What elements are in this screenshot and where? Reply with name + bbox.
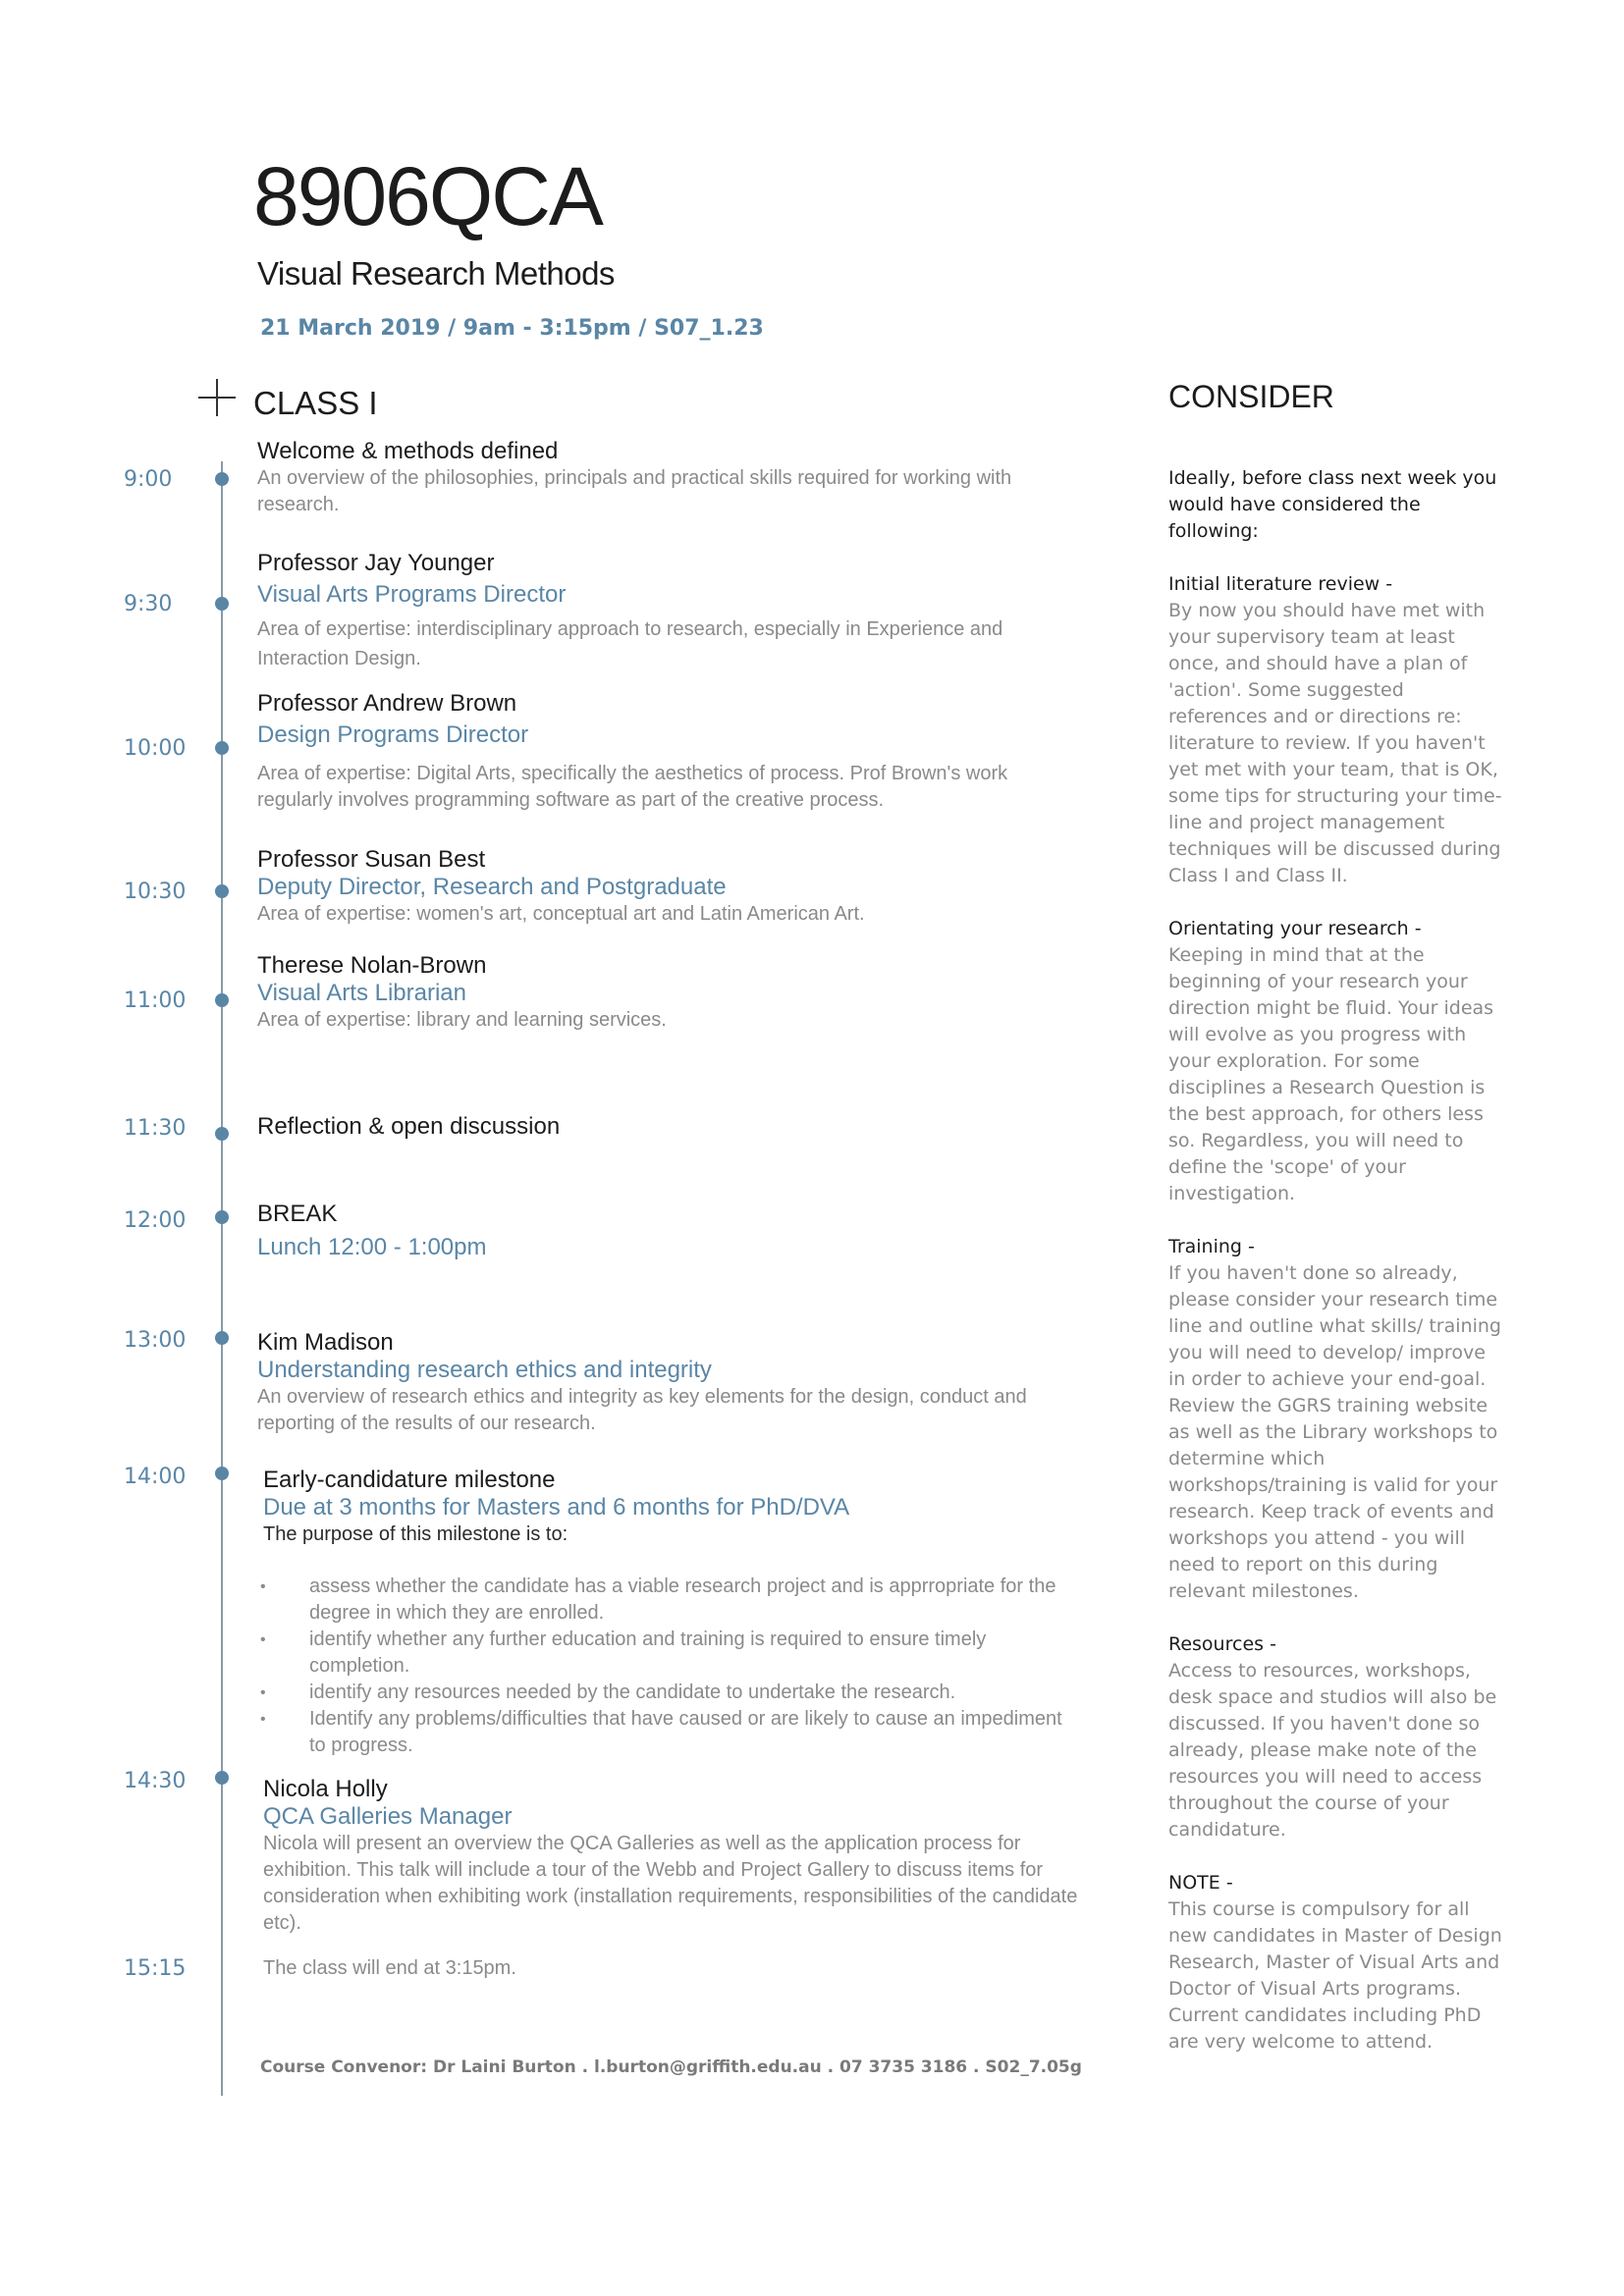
item-title: Nicola Holly (263, 1776, 388, 1802)
timeline-dot (215, 1467, 229, 1480)
schedule-item (257, 1329, 1082, 1437)
milestone-purpose-list (260, 1574, 1065, 1759)
item-description: An overview of the philosophies, principals and practical skills required for working with research. (257, 467, 1012, 515)
item-description: The purpose of this milestone is to: (263, 1523, 568, 1545)
item-role: Visual Arts Programs Director (257, 581, 567, 608)
item-title: Kim Madison (257, 1329, 394, 1356)
list-item: • assess whether the candidate has a viable research project and is apprropriate for the degree in which they are enrolled. (260, 1574, 1065, 1627)
section-body: Keeping in mind that at the beginning of your research your direction might be fluid. Your ideas will evolve as you progress with your exploration. For some disciplines a Research Question is the best approach, for others less so. Regardless, you will need to define the 'scope' of your investigation. (1168, 944, 1494, 1204)
course-code: 8906QCA (253, 150, 602, 242)
item-role: Due at 3 months for Masters and 6 months for PhD/DVA (263, 1494, 850, 1521)
item-title: BREAK (257, 1201, 338, 1227)
section-heading: Training - (1168, 1236, 1255, 1257)
item-description: The class will end at 3:15pm. (263, 1957, 516, 1979)
schedule-item (263, 1467, 1078, 1548)
class-date-time-room: 21 March 2019 / 9am - 3:15pm / S07_1.23 (260, 316, 764, 341)
section-heading: Initial literature review - (1168, 573, 1393, 595)
item-role: Understanding research ethics and integrity (257, 1357, 712, 1383)
item-title: Reflection & open discussion (257, 1113, 561, 1140)
time-label: 15:15 (124, 1956, 187, 1981)
schedule-item (257, 952, 1082, 1034)
time-label: 12:00 (124, 1208, 187, 1233)
time-label: 9:00 (124, 467, 173, 492)
timeline-dot (215, 1127, 229, 1141)
course-title: Visual Research Methods (257, 255, 615, 292)
item-description: Area of expertise: Digital Arts, specifically the aesthetics of process. Prof Brown's work regularly involves programming software as part of the creative process. (257, 763, 1008, 811)
item-description: Nicola will present an overview the QCA Galleries as well as the application process for exhibition. This talk will include a tour of the Webb and Project Gallery to discuss items for consideration when exhibiting work (installation requirements, responsibilities of the candidate etc). (263, 1833, 1078, 1934)
section-body: This course is compulsory for all new candidates in Master of Design Research, Master of Visual Arts and Doctor of Visual Arts programs. Current candidates including PhD are very welcome to attend. (1168, 1898, 1502, 2053)
consider-heading: CONSIDER (1168, 379, 1334, 414)
item-title: Early-candidature milestone (263, 1467, 556, 1493)
schedule-item (257, 1201, 1082, 1261)
timeline-dot (215, 993, 229, 1007)
timeline-dot (215, 472, 229, 486)
item-title: Welcome & methods defined (257, 438, 559, 464)
schedule-item (263, 1776, 1078, 1937)
section-heading: Orientating your research - (1168, 918, 1422, 939)
item-description: Area of expertise: women's art, conceptual art and Latin American Art. (257, 903, 865, 925)
schedule-item (257, 846, 1082, 928)
time-label: 13:00 (124, 1328, 187, 1353)
item-role: Lunch 12:00 - 1:00pm (257, 1234, 487, 1260)
item-description: Area of expertise: interdisciplinary approach to research, especially in Experience and Interaction Design. (257, 618, 1003, 669)
item-title: Professor Jay Younger (257, 550, 495, 576)
section-body: By now you should have met with your supervisory team at least once, and should have a plan of 'action'. Some suggested references and or directions re: literature to review. If you haven't yet met with your team, that is OK, some tips for structuring your time-line and project management techniques will be discussed during Class I and Class II. (1168, 600, 1502, 886)
section-body: If you haven't done so already, please consider your research time line and outline what skills/ training you will need to develop/ improve in order to achieve your end-goal. Review the GGRS training website as well as the Library workshops to determine which workshops/training is valid for your research. Keep track of events and workshops you attend - you will need to report on this during relevant milestones. (1168, 1262, 1501, 1602)
timeline-dot (215, 884, 229, 898)
list-item: • identify whether any further education and training is required to ensure timely completion. (260, 1627, 1065, 1680)
time-label: 11:30 (124, 1116, 187, 1141)
schedule-item (263, 1955, 1078, 1982)
item-role: Deputy Director, Research and Postgraduate (257, 874, 727, 900)
item-role: Design Programs Director (257, 721, 529, 748)
list-item: • identify any resources needed by the candidate to undertake the research. (260, 1680, 1065, 1706)
schedule-item (257, 550, 1082, 673)
timeline-dot (215, 597, 229, 611)
time-label: 14:30 (124, 1769, 187, 1793)
item-description: Area of expertise: library and learning services. (257, 1009, 667, 1031)
time-label: 14:00 (124, 1465, 187, 1489)
timeline-dot (215, 1331, 229, 1345)
consider-panel (1168, 465, 1502, 2056)
list-item: • Identify any problems/difficulties that have caused or are likely to cause an impediment to progress. (260, 1706, 1065, 1759)
item-title: Professor Andrew Brown (257, 690, 517, 717)
item-role: Visual Arts Librarian (257, 980, 466, 1006)
timeline-dot (215, 1771, 229, 1785)
class-heading: CLASS I (253, 385, 378, 421)
schedule-item (257, 438, 1082, 518)
consider-intro: Ideally, before class next week you would have considered the following: (1168, 467, 1497, 542)
time-label: 11:00 (124, 988, 187, 1013)
timeline-line (221, 461, 223, 2096)
time-label: 10:30 (124, 880, 187, 904)
time-label: 9:30 (124, 592, 173, 616)
section-heading: NOTE - (1168, 1872, 1233, 1894)
section-body: Access to resources, workshops, desk space and studios will also be discussed. If you haven't done so already, please make note of the resources you will need to access throughout the course of your candidature. (1168, 1660, 1497, 1841)
course-convenor-footer: Course Convenor: Dr Laini Burton . l.burton@griffith.edu.au . 07 3735 3186 . S02_7.05g (260, 2057, 1082, 2077)
item-description: An overview of research ethics and integrity as key elements for the design, conduct and reporting of the results of our research. (257, 1386, 1027, 1434)
plus-icon (198, 379, 236, 416)
schedule-item (257, 1113, 1082, 1141)
timeline-dot (215, 1210, 229, 1224)
item-title: Therese Nolan-Brown (257, 952, 487, 979)
time-label: 10:00 (124, 736, 187, 761)
item-role: QCA Galleries Manager (263, 1803, 513, 1830)
schedule-item (257, 690, 1082, 814)
item-title: Professor Susan Best (257, 846, 486, 873)
section-heading: Resources - (1168, 1633, 1276, 1655)
timeline-dot (215, 741, 229, 755)
